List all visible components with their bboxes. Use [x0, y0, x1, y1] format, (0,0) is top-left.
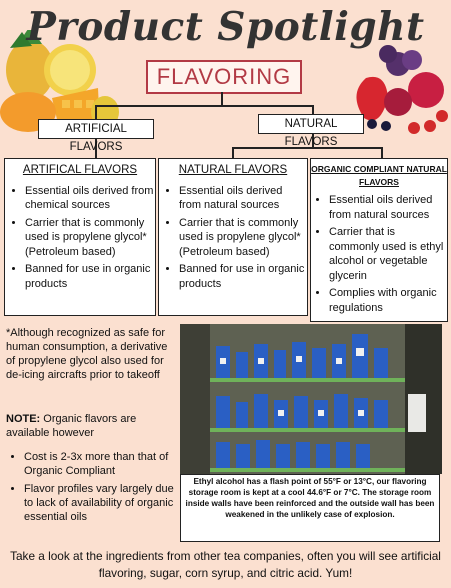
list-item: • Carrier that is commonly used is propylene glycol* (Petroleum based)	[25, 216, 155, 260]
connector-vertical-main	[221, 92, 223, 106]
organic-note	[6, 412, 176, 528]
list-item: • Essential oils derived from chemical sources	[25, 184, 155, 213]
list-item: • Essential oils derived from natural sources	[179, 184, 307, 213]
list-item: • Cost is 2-3x more than that of Organic Compliant	[24, 450, 176, 478]
list-item: • Essential oils derived from natural sources	[329, 193, 447, 222]
connector-right-drop	[312, 105, 314, 114]
organic-flavors-box	[310, 158, 448, 322]
note-label: NOTE:	[6, 413, 41, 425]
storage-room-photo	[180, 324, 442, 474]
page-title: Product Spotlight	[26, 4, 425, 50]
storage-shelves-image	[180, 324, 442, 474]
list-item: • Banned for use in organic products	[179, 262, 307, 291]
natural-box-heading: NATURAL FLAVORS	[178, 164, 288, 176]
flavoring-subtitle: FLAVORING	[146, 60, 302, 94]
list-item: • Flavor profiles vary largely due to lack of availability of organic essential oils	[24, 482, 176, 524]
artificial-flavors-box	[4, 158, 156, 316]
photo-caption: Ethyl alcohol has a flash point of 55°F or 13°C, our flavoring storage room is kept at a cool 44.6°F or 7°C. The storage room inside walls have been reinforced and the outside wall has been weakened in the unlikely case of explosion.	[180, 474, 440, 542]
artificial-flavors-tag: ARTIFICIAL FLAVORS	[38, 119, 154, 139]
list-item: • Carrier that is commonly used is propylene glycol* (Petroleum based)	[179, 216, 307, 260]
note-text: Organic flavors are available however	[6, 413, 137, 439]
connector-horizontal	[95, 105, 313, 107]
propylene-footnote: *Although recognized as safe for human consumption, a derivative of propylene glycol also used for de-icing aircrafts prior to takeoff	[6, 327, 168, 381]
list-item: • Banned for use in organic products	[25, 262, 155, 291]
organic-box-heading: ORGANIC COMPLIANT NATURAL FLAVORS	[311, 164, 447, 187]
artificial-box-heading: ARTIFICAL FLAVORS	[22, 164, 138, 176]
footer-text: Take a look at the ingredients from other tea companies, often you will see artificial flavoring, sugar, corn syrup, and citric acid. Yum!	[10, 549, 441, 580]
natural-flavors-tag: NATURAL FLAVORS	[258, 114, 364, 134]
list-item: • Carrier that is commonly used is ethyl alcohol or vegetable glycerin	[329, 225, 447, 283]
connector-left-drop	[95, 105, 97, 120]
natural-flavors-box	[158, 158, 308, 316]
list-item: • Complies with organic regulations	[329, 286, 447, 315]
